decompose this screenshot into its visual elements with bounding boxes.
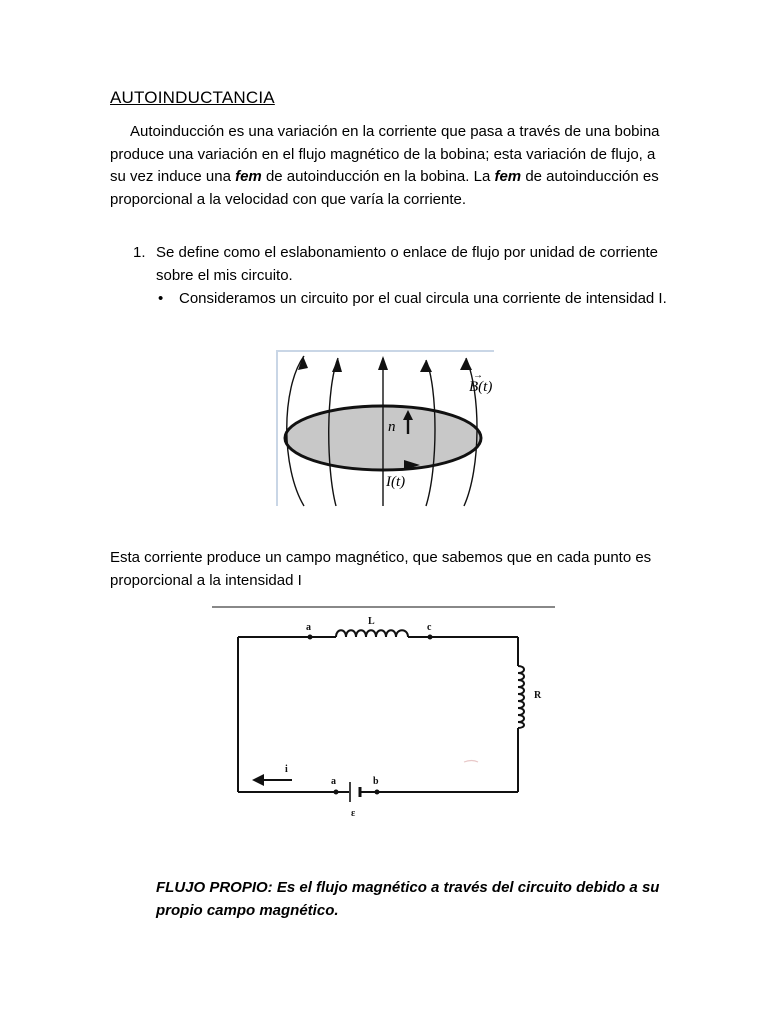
b-field-label: B(t) xyxy=(469,379,493,395)
list-number: 1. xyxy=(133,244,146,261)
page-title: AUTOINDUCTANCIA xyxy=(110,88,275,107)
circuit-nodes xyxy=(308,635,433,795)
loop-field-svg xyxy=(276,348,496,508)
current-i-label: i xyxy=(285,764,288,775)
current-label: I(t) xyxy=(386,474,406,490)
bullet-item-text: Consideramos un circuito por el cual circula una corriente de intensidad I. xyxy=(179,290,667,307)
resistor-label: R xyxy=(534,690,542,701)
field-line-arrows xyxy=(298,356,472,372)
emf-label: ε xyxy=(351,808,356,819)
bullet-icon: • xyxy=(158,290,164,307)
normal-label: n xyxy=(388,419,396,435)
field-paragraph: Esta corriente produce un campo magnético, que sabemos que en cada punto es proporcional a la intensidad I xyxy=(110,549,652,589)
intro-paragraph xyxy=(110,121,670,211)
intro-text-2: de autoinducción en la bobina. La xyxy=(261,168,495,185)
node-a-top-label: a xyxy=(306,622,311,633)
faint-mark xyxy=(464,761,478,763)
rl-circuit-svg xyxy=(212,604,557,826)
intro-text-1: Autoinducción es una variación en la corriente que pasa a través de una bobina produce una variación en el flujo magnético de la bobina; esta variación de flujo, a su vez induce una xyxy=(110,123,660,185)
current-direction-arrow-icon xyxy=(252,774,264,786)
node-b-label: b xyxy=(373,776,379,787)
node-a-bottom-label: a xyxy=(331,776,336,787)
loop-field-figure xyxy=(276,348,496,513)
rl-circuit-figure xyxy=(212,604,557,831)
node-c-label: c xyxy=(427,622,432,633)
resistor-coil xyxy=(518,666,524,728)
inductor-coil xyxy=(336,630,408,637)
flujo-propio-definition: FLUJO PROPIO: Es el flujo magnético a través del circuito debido a su propio campo magnético. xyxy=(156,879,660,919)
circuit-wires xyxy=(238,637,518,792)
b-vector-mark: → xyxy=(473,370,483,381)
list-item-text: Se define como el eslabonamiento o enlace de flujo por unidad de corriente sobre el mis circuito. xyxy=(156,244,659,284)
intro-text-3: de autoinducción es proporcional a la velocidad con que varía la corriente. xyxy=(110,168,659,208)
fem-emphasis-2: fem xyxy=(494,168,522,185)
fem-emphasis-1: fem xyxy=(235,168,262,185)
inductor-label: L xyxy=(368,616,375,627)
